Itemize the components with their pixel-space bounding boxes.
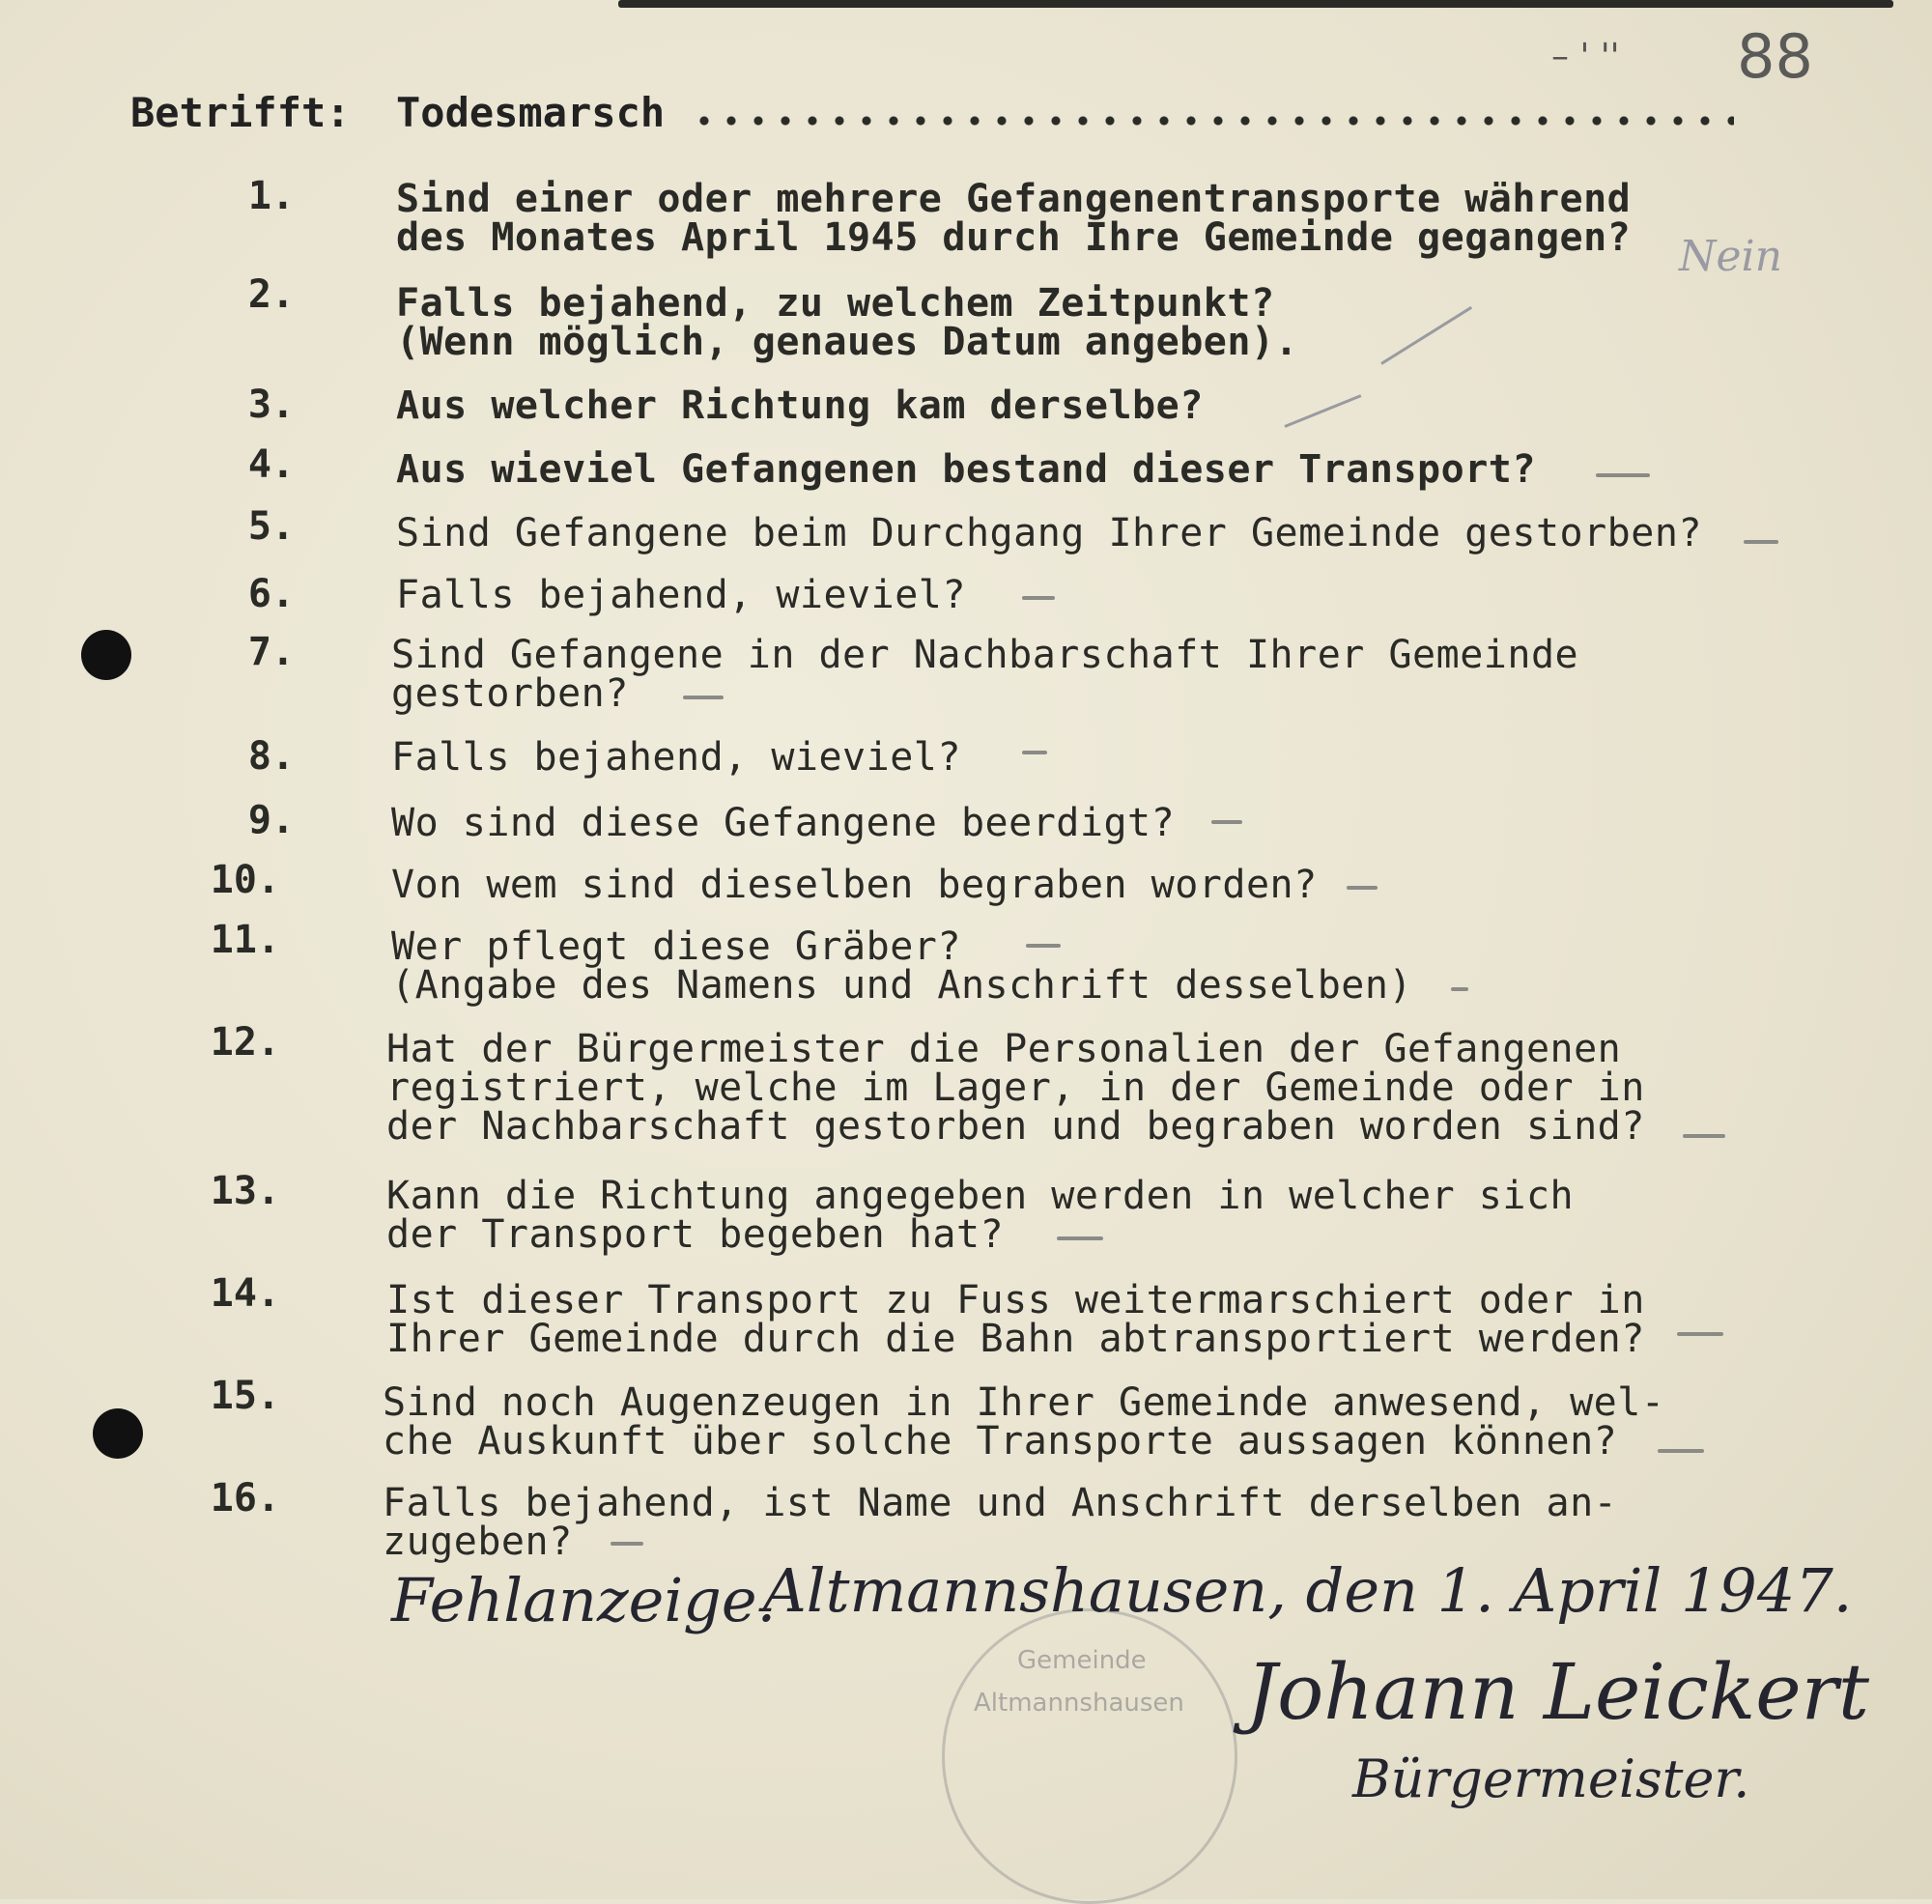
answer-dash xyxy=(1744,540,1778,544)
answer-dash xyxy=(1347,886,1378,890)
answer-dash xyxy=(1026,944,1061,948)
question-text: Sind noch Augenzeugen in Ihrer Gemeinde anwesend, wel- che Auskunft über solche Transporte aussagen können? xyxy=(383,1380,1665,1464)
answer-handwritten: Nein xyxy=(1679,232,1782,281)
signature-title: Bürgermeister. xyxy=(1352,1748,1750,1809)
answer-pencil-stroke xyxy=(1380,306,1472,365)
question-number: 8. xyxy=(247,734,295,779)
question-text: Aus welcher Richtung kam derselbe? xyxy=(396,384,1204,428)
punch-hole xyxy=(93,1408,143,1459)
question-number: 10. xyxy=(210,858,280,902)
signature: Johann Leickert xyxy=(1246,1647,1869,1737)
question-number: 9. xyxy=(247,798,295,842)
page-mark: – ' '' xyxy=(1551,37,1620,76)
municipal-stamp xyxy=(942,1608,1237,1904)
question-number: 12. xyxy=(210,1020,280,1065)
question-text: Wo sind diese Gefangene beerdigt? xyxy=(391,801,1176,845)
answer-dash xyxy=(1022,596,1055,600)
question-text: Falls bejahend, ist Name und Anschrift derselben an- zugeben? xyxy=(383,1481,1618,1564)
question-number: 1. xyxy=(247,174,295,218)
question-text: Sind Gefangene in der Nachbarschaft Ihrer Gemeinde gestorben? xyxy=(391,633,1579,716)
question-number: 2. xyxy=(247,272,295,317)
answer-dash xyxy=(1211,820,1242,824)
answer-pencil-stroke xyxy=(1284,394,1361,428)
handwritten-place-date: Altmannshausen, den 1. April 1947. xyxy=(763,1555,1853,1626)
answer-dash xyxy=(1451,987,1468,991)
answer-dash xyxy=(1658,1449,1704,1453)
question-number: 16. xyxy=(210,1476,280,1520)
question-number: 11. xyxy=(210,918,280,962)
question-number: 7. xyxy=(247,630,295,674)
question-number: 13. xyxy=(210,1169,280,1213)
question-text: Hat der Bürgermeister die Personalien der Gefangenen registriert, welche im Lager, in der Gemeinde oder in der Nachbarschaft gestorben und begraben worden sind? xyxy=(386,1027,1645,1149)
subject-label: Betrifft: xyxy=(130,89,351,136)
answer-dash xyxy=(1683,1134,1725,1138)
question-text: Sind Gefangene beim Durchgang Ihrer Gemeinde gestorben? xyxy=(396,511,1703,555)
question-number: 4. xyxy=(247,442,295,487)
question-number: 15. xyxy=(210,1374,280,1418)
subject-value: Todesmarsch xyxy=(396,89,666,136)
dotted-leader xyxy=(691,114,1734,128)
answer-dash xyxy=(683,696,724,699)
answer-dash xyxy=(1677,1332,1723,1336)
question-text: Kann die Richtung angegeben werden in welcher sich der Transport begeben hat? xyxy=(386,1174,1575,1257)
question-number: 14. xyxy=(210,1271,280,1316)
answer-dash xyxy=(1057,1236,1103,1240)
page-number: 88 xyxy=(1737,21,1813,92)
question-text: Falls bejahend, zu welchem Zeitpunkt? (Wenn möglich, genaues Datum angeben). xyxy=(396,281,1299,364)
stamp-line-2: Altmannshausen xyxy=(974,1689,1184,1718)
question-text: Falls bejahend, wieviel? xyxy=(391,735,961,780)
question-text: Sind einer oder mehrere Gefangenentransporte während des Monates April 1945 durch Ihre Gemeinde gegangen? xyxy=(396,177,1632,260)
question-text: Von wem sind dieselben begraben worden? xyxy=(391,863,1318,907)
question-number: 6. xyxy=(247,572,295,616)
question-number: 3. xyxy=(247,383,295,427)
question-text: Ist dieser Transport zu Fuss weitermarschiert oder in Ihrer Gemeinde durch die Bahn abtransportiert werden? xyxy=(386,1278,1645,1361)
question-text: Aus wieviel Gefangenen bestand dieser Transport? xyxy=(396,447,1536,492)
answer-dash xyxy=(611,1542,643,1546)
answer-dash xyxy=(1596,473,1650,477)
question-number: 5. xyxy=(247,504,295,549)
question-text: Falls bejahend, wieviel? xyxy=(396,573,966,617)
punch-hole xyxy=(81,630,131,680)
answer-dash xyxy=(1022,751,1047,754)
question-text: Wer pflegt diese Gräber? (Angabe des Namens und Anschrift desselben) xyxy=(391,924,1413,1008)
top-cut-rule xyxy=(618,0,1893,8)
stamp-line-1: Gemeinde xyxy=(1017,1646,1147,1675)
handwritten-remark: Fehlanzeige. xyxy=(391,1565,777,1635)
